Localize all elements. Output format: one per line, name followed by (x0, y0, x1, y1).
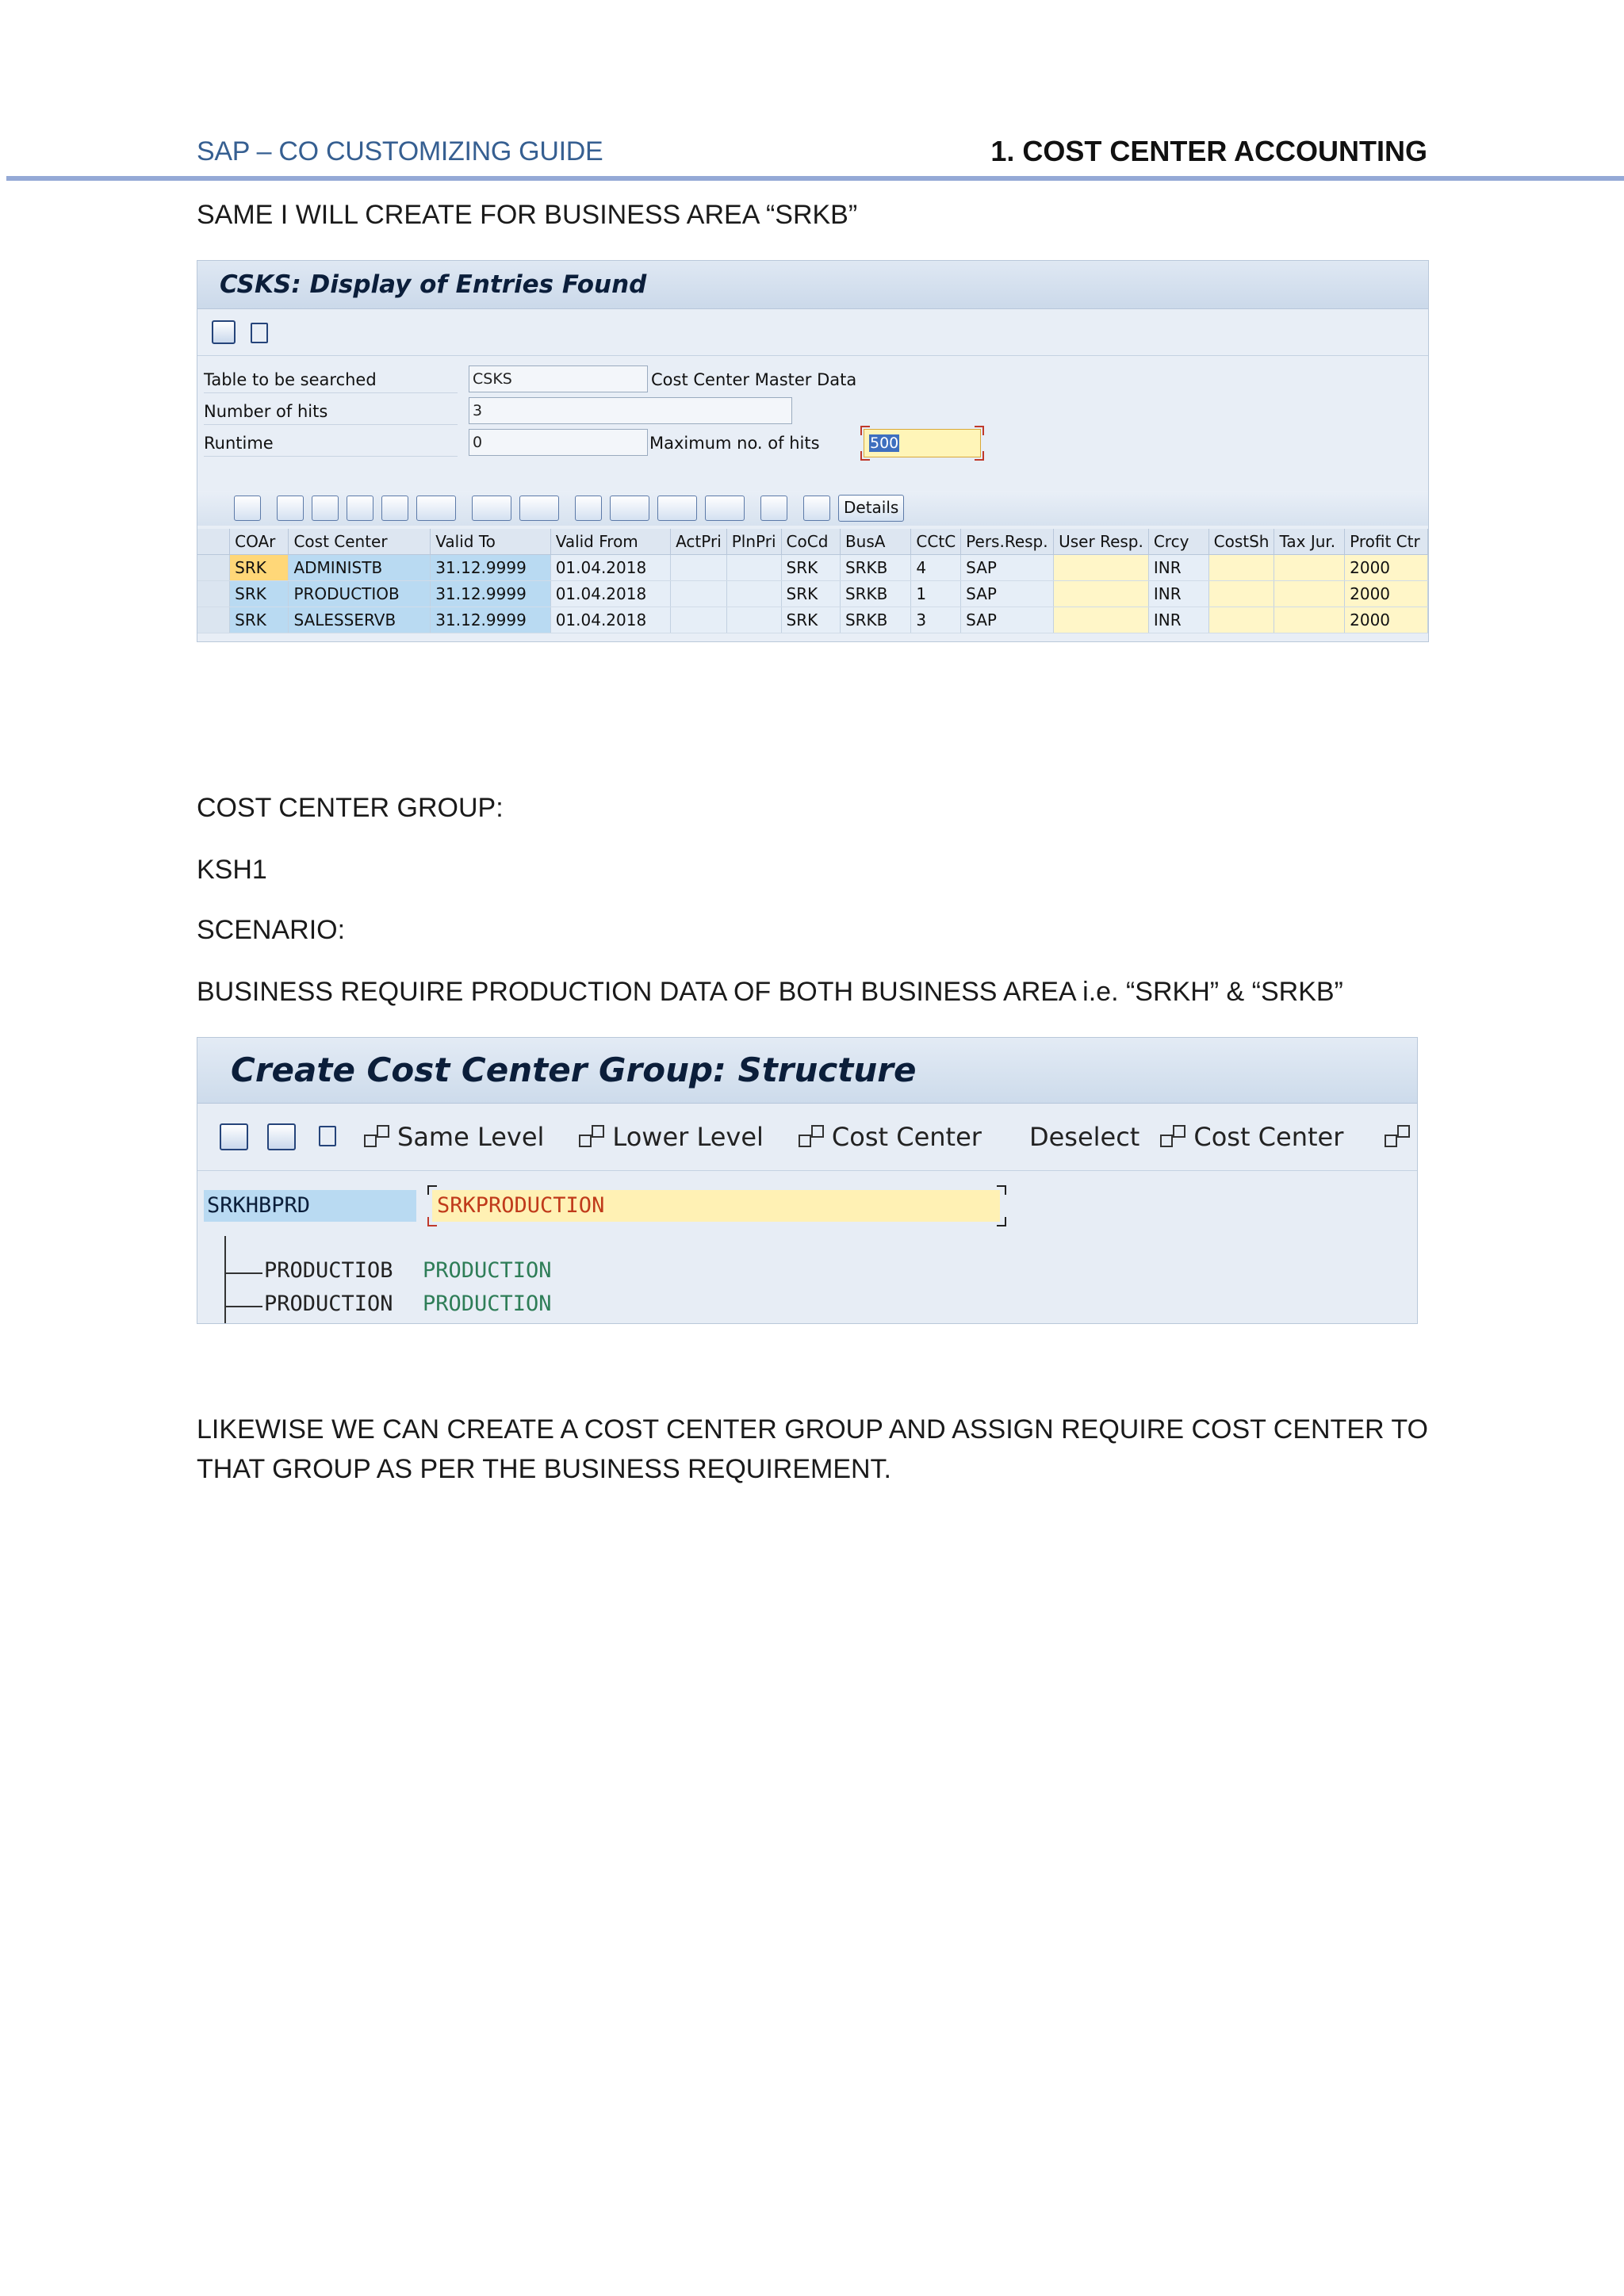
lower-level-button[interactable]: Lower Level (577, 1122, 764, 1152)
column-header[interactable]: CoCd (781, 529, 840, 555)
group-toolbar (197, 1104, 1417, 1171)
column-header[interactable]: Valid From (550, 529, 670, 555)
remove-node-icon[interactable] (267, 1123, 296, 1150)
sort-ascending-icon[interactable] (277, 496, 304, 521)
details-button[interactable]: Details (838, 495, 904, 522)
window-title: Create Cost Center Group: Structure (197, 1038, 1417, 1104)
settings-icon[interactable] (247, 320, 270, 344)
alv-toolbar (197, 491, 1428, 526)
window-title: CSKS: Display of Entries Found (197, 261, 1428, 309)
column-header[interactable]: ActPri (671, 529, 727, 555)
table-label: Table to be searched (204, 370, 377, 389)
hits-field: 3 (469, 397, 792, 424)
export-icon[interactable] (657, 496, 697, 521)
group-key-field[interactable]: SRKHBPRD (204, 1190, 416, 1222)
column-header[interactable]: Tax Jur. (1274, 529, 1345, 555)
tree-node-cost-center[interactable]: PRODUCTION (264, 1292, 393, 1316)
table-row[interactable]: SRK ADMINISTB 31.12.9999 01.04.2018 SRK SRKB 4 SAP INR 2000 (197, 555, 1428, 581)
sum-icon[interactable] (472, 496, 511, 521)
same-level-button[interactable]: Same Level (362, 1122, 544, 1152)
search-info-panel (197, 356, 1428, 475)
csks-results-window (197, 260, 1429, 642)
max-hits-label: Maximum no. of hits (649, 434, 820, 453)
column-header[interactable]: Crcy (1148, 529, 1208, 555)
group-structure-tree (197, 1171, 1417, 1322)
column-header[interactable]: CCtC (911, 529, 961, 555)
tree-node-description: PRODUCTION (423, 1258, 552, 1283)
table-description: Cost Center Master Data (651, 370, 857, 389)
hierarchy-icon (577, 1123, 606, 1150)
binoculars-icon (1159, 1123, 1187, 1150)
paragraph-intro: SAME I WILL CREATE FOR BUSINESS AREA “SRKB” (197, 200, 858, 230)
results-table (197, 529, 1428, 633)
column-header[interactable]: BusA (840, 529, 910, 555)
paragraph-group-heading: COST CENTER GROUP: (197, 793, 504, 823)
network-icon[interactable] (1383, 1123, 1411, 1150)
paragraph-requirement: BUSINESS REQUIRE PRODUCTION DATA OF BOTH BUSINESS AREA i.e. “SRKH” & “SRKB” (197, 977, 1343, 1007)
table-row[interactable]: SRK SALESSERVB 31.12.9999 01.04.2018 SRK SRKB 3 SAP INR 2000 (197, 607, 1428, 633)
find-icon[interactable] (234, 496, 261, 521)
column-header[interactable]: Valid To (431, 529, 550, 555)
tree-connector (224, 1236, 226, 1323)
column-header[interactable]: Cost Center (289, 529, 431, 555)
header-rule (6, 176, 1624, 181)
runtime-field: 0 (469, 429, 648, 456)
info-icon[interactable] (803, 496, 830, 521)
table-header-row (197, 529, 1428, 555)
column-header[interactable]: COAr (230, 529, 289, 555)
doc-header-title: SAP – CO CUSTOMIZING GUIDE (197, 136, 603, 166)
hierarchy-icon (362, 1123, 391, 1150)
column-header[interactable]: User Resp. (1054, 529, 1149, 555)
views-icon[interactable] (610, 496, 649, 521)
layout-icon[interactable] (705, 496, 745, 521)
runtime-label: Runtime (204, 434, 274, 453)
paragraph-conclusion: LIKEWISE WE CAN CREATE A COST CENTER GROUP AND ASSIGN REQUIRE COST CENTER TO THAT GROUP AS PER THE BUSINESS REQUIREMENT. (197, 1414, 1428, 1484)
cost-center-group-window (197, 1037, 1418, 1324)
filter-icon[interactable] (416, 496, 456, 521)
tree-node-description: PRODUCTION (423, 1292, 552, 1316)
graphic-icon[interactable] (760, 496, 787, 521)
hits-label: Number of hits (204, 402, 328, 421)
doc-header-chapter: 1. COST CENTER ACCOUNTING (990, 135, 1427, 167)
column-header[interactable]: CostSh (1208, 529, 1274, 555)
group-description-input[interactable]: SRKPRODUCTION (432, 1190, 1000, 1222)
refresh-icon[interactable] (212, 320, 236, 344)
select-cursor-icon[interactable] (315, 1123, 343, 1150)
table-row[interactable]: SRK PRODUCTIOB 31.12.9999 01.04.2018 SRK SRKB 1 SAP INR 2000 (197, 581, 1428, 607)
cost-center-button[interactable]: Cost Center (797, 1122, 982, 1152)
paragraph-tcode: KSH1 (197, 855, 267, 885)
print-preview-icon[interactable] (575, 496, 602, 521)
sort-descending-icon[interactable] (312, 496, 339, 521)
find-more-icon[interactable] (381, 496, 408, 521)
cost-center-search-button[interactable]: Cost Center (1159, 1122, 1343, 1152)
paragraph-scenario: SCENARIO: (197, 915, 346, 945)
tree-node-cost-center[interactable]: PRODUCTIOB (264, 1258, 393, 1283)
column-header[interactable]: Profit Ctr (1345, 529, 1428, 555)
hierarchy-icon (797, 1123, 825, 1150)
window-toolbar (197, 309, 1428, 356)
insert-node-icon[interactable] (220, 1123, 248, 1150)
table-field: CSKS (469, 365, 648, 392)
column-header[interactable]: PlnPri (726, 529, 781, 555)
max-hits-input[interactable]: 500 (864, 429, 981, 457)
find-next-icon[interactable] (347, 496, 373, 521)
column-header[interactable]: Pers.Resp. (961, 529, 1054, 555)
select-all-cell[interactable] (197, 529, 230, 555)
deselect-button[interactable]: Deselect (1028, 1122, 1140, 1152)
subtotal-icon[interactable] (519, 496, 559, 521)
